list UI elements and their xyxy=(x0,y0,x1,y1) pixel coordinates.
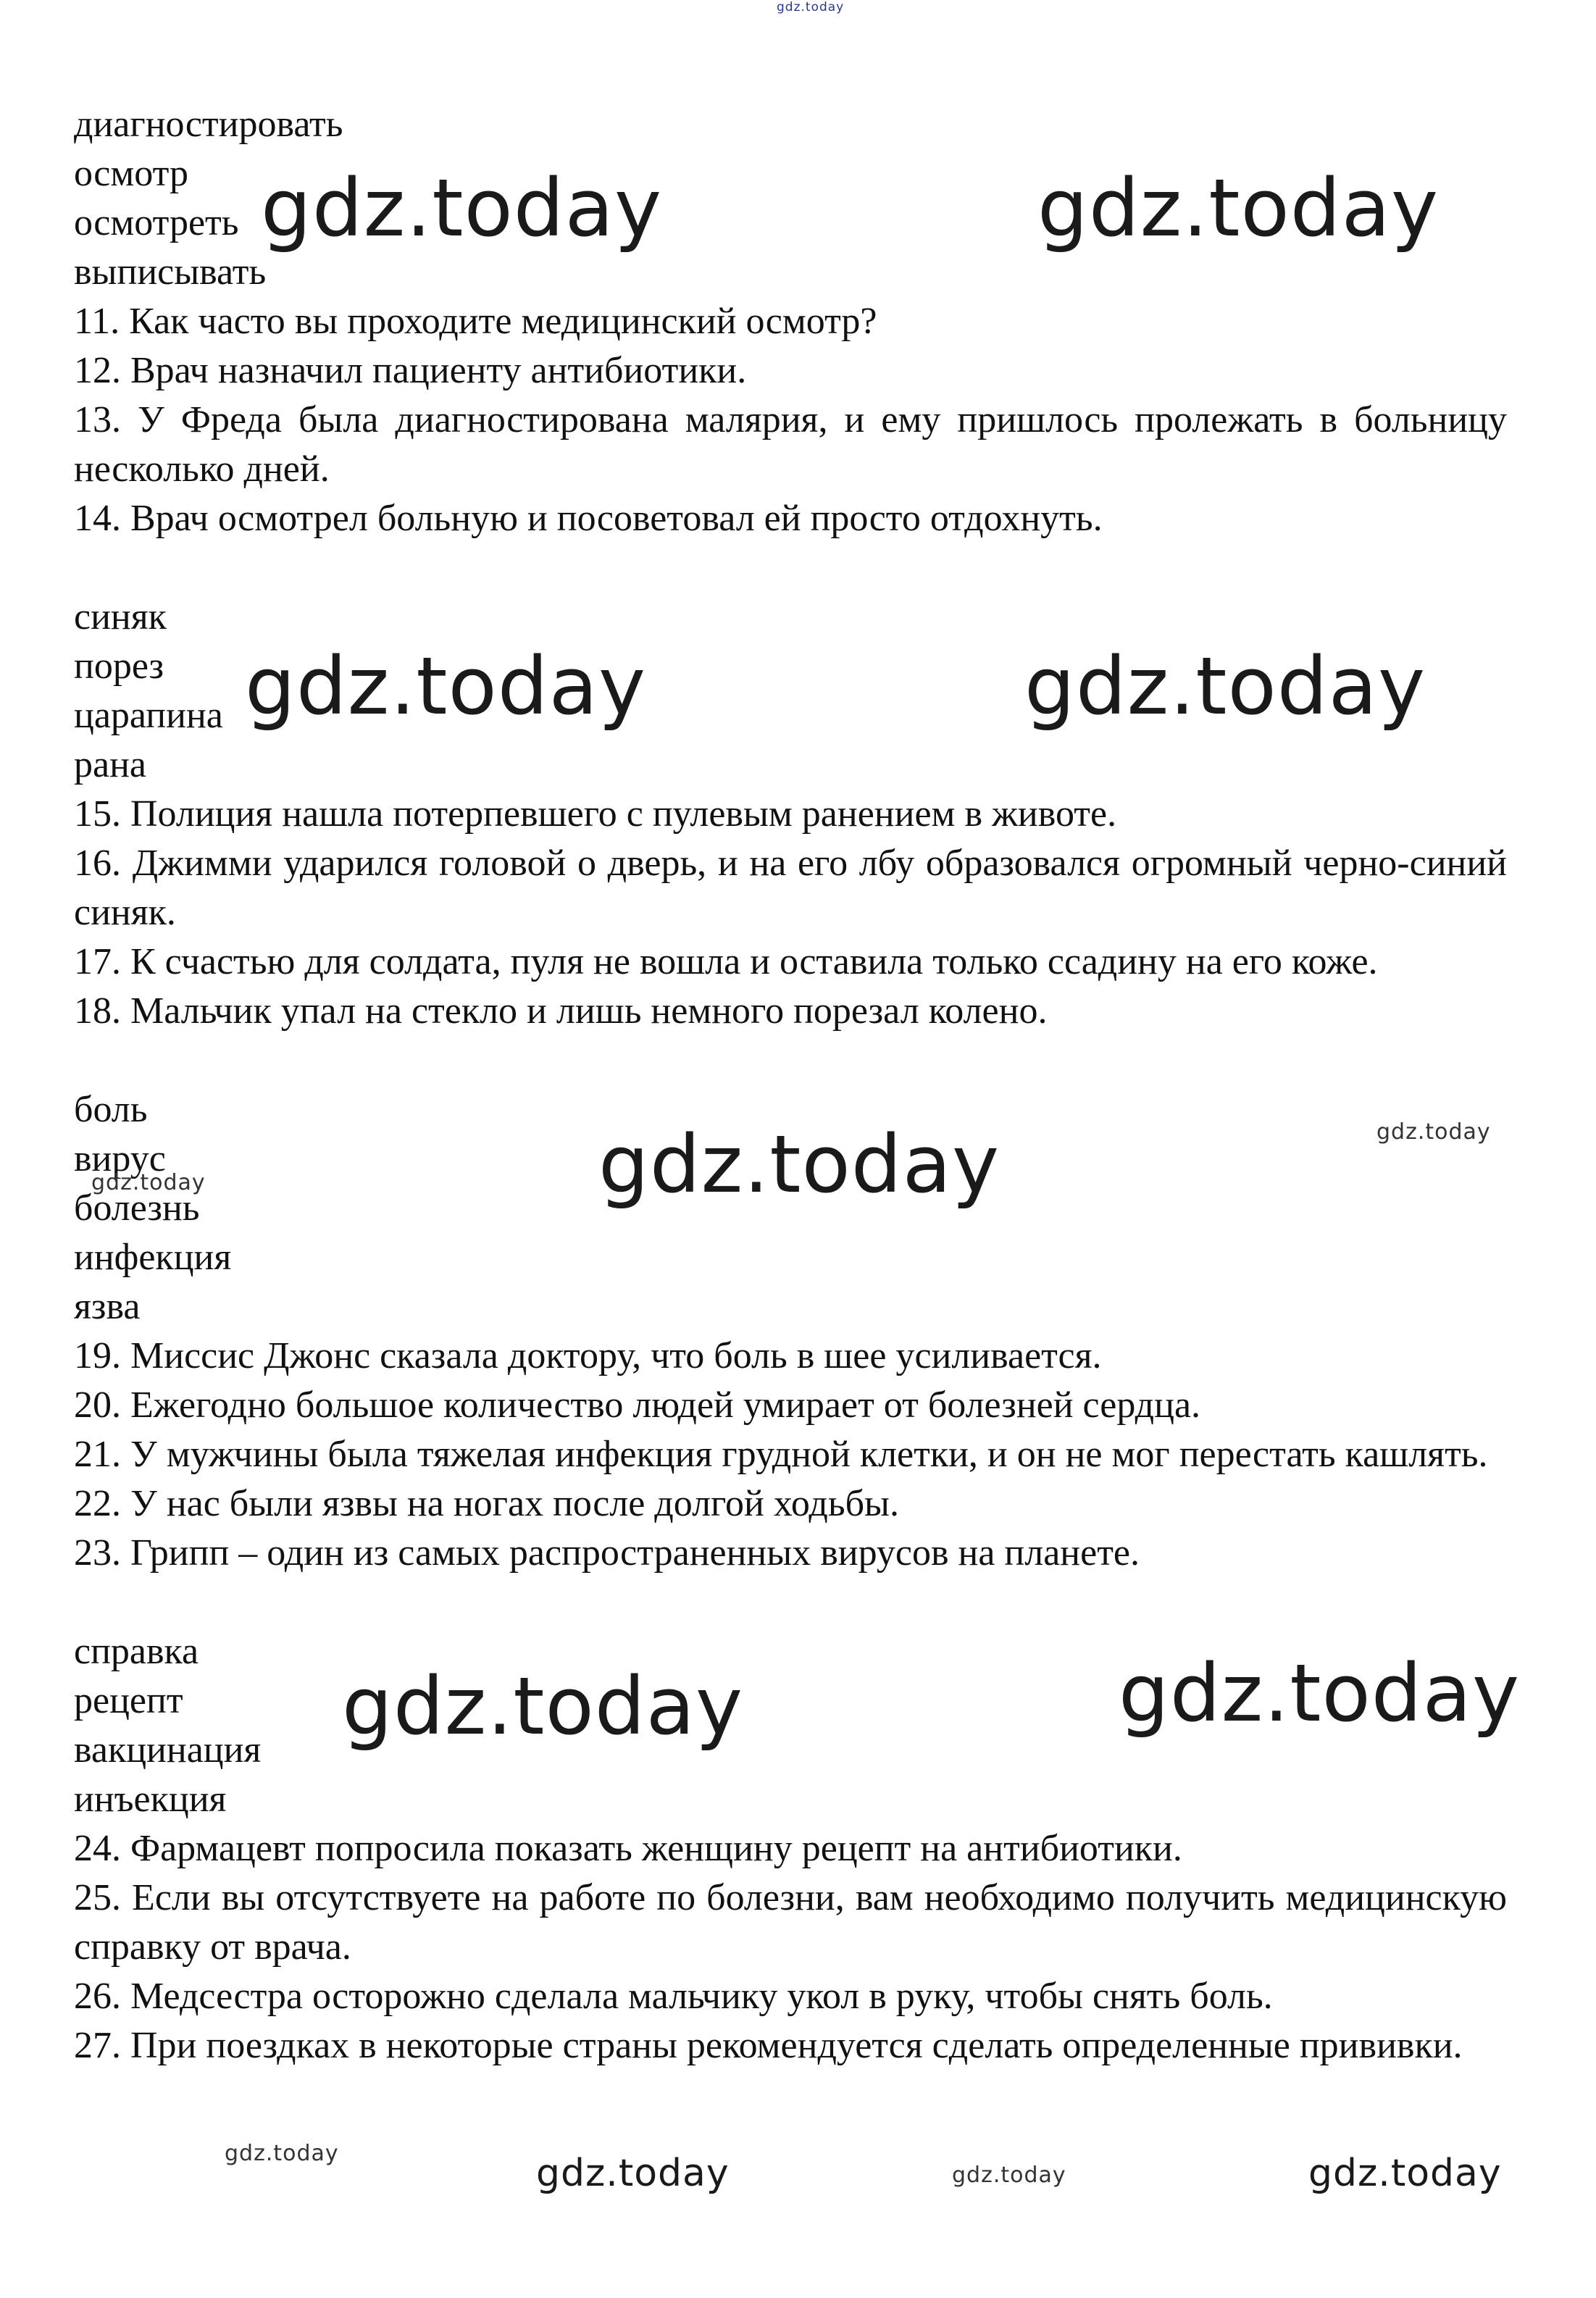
sentence: 14. Врач осмотрел больную и посоветовал ей просто отдохнуть. xyxy=(74,498,1103,539)
vocab-word: язва xyxy=(74,1286,141,1327)
sentence: 16. Джимми ударился головой о дверь, и на его лбу образовался огромный черно-синий синяк. xyxy=(74,843,1507,933)
watermark: gdz.today xyxy=(777,0,845,14)
vocab-word: выписывать xyxy=(74,251,267,293)
vocab-word: осмотр xyxy=(74,153,188,194)
sentence: 27. При поездках в некоторые страны рекомендуется сделать определенные прививки. xyxy=(74,2025,1463,2066)
sentence: 21. У мужчины была тяжелая инфекция грудной клетки, и он не мог перестать кашлять. xyxy=(74,1434,1488,1475)
sentence: 12. Врач назначил пациенту антибиотики. xyxy=(74,350,747,391)
watermark: gdz.today xyxy=(1119,1647,1521,1739)
watermark: gdz.today xyxy=(1308,2152,1502,2195)
vocab-word: инъекция xyxy=(74,1779,227,1820)
sentence: 25. Если вы отсутствуете на работе по болезни, вам необходимо получить медицинскую справку от врача. xyxy=(74,1877,1507,1968)
sentence: 24. Фармацевт попросила показать женщину рецепт на антибиотики. xyxy=(74,1828,1182,1869)
vocab-word: боль xyxy=(74,1089,148,1130)
sentence: 11. Как часто вы проходите медицинский осмотр? xyxy=(74,301,877,342)
vocab-word: справка xyxy=(74,1631,199,1672)
watermark: gdz.today xyxy=(261,162,663,254)
sentence: 19. Миссис Джонс сказала доктору, что боль в шее усиливается. xyxy=(74,1335,1102,1376)
vocab-word: вирус xyxy=(74,1138,166,1179)
watermark: gdz.today xyxy=(342,1660,744,1752)
section-gap xyxy=(74,1036,1507,1085)
sentence: 13. У Фреда была диагностирована малярия, и ему пришлось пролежать в больницу несколько дней. xyxy=(74,399,1507,490)
watermark: gdz.today xyxy=(1024,640,1426,732)
vocab-word: рана xyxy=(74,744,146,785)
sentence: 17. К счастью для солдата, пуля не вошла и оставила только ссадину на его коже. xyxy=(74,941,1378,982)
vocab-word: болезнь xyxy=(74,1187,200,1229)
watermark: gdz.today xyxy=(225,2141,339,2166)
section-gap xyxy=(74,543,1507,593)
sentence: 22. У нас были язвы на ногах после долгой ходьбы. xyxy=(74,1483,899,1524)
watermark: gdz.today xyxy=(1037,162,1440,254)
watermark: gdz.today xyxy=(1376,1119,1491,1145)
watermark: gdz.today xyxy=(245,640,647,732)
section-gap xyxy=(74,1578,1507,1627)
vocab-word: синяк xyxy=(74,596,167,638)
document-content xyxy=(74,100,1507,2071)
vocab-word: инфекция xyxy=(74,1237,232,1278)
sentence: 23. Грипп – один из самых распространенных вирусов на планете. xyxy=(74,1532,1140,1574)
sentence: 20. Ежегодно большое количество людей умирает от болезней сердца. xyxy=(74,1384,1201,1426)
watermark: gdz.today xyxy=(536,2152,730,2195)
vocab-word: вакцинация xyxy=(74,1729,262,1771)
vocab-word: осмотреть xyxy=(74,202,239,243)
watermark: gdz.today xyxy=(598,1118,1000,1211)
watermark: gdz.today xyxy=(952,2163,1066,2188)
sentence: 26. Медсестра осторожно сделала мальчику укол в руку, чтобы снять боль. xyxy=(74,1976,1273,2017)
vocab-word: царапина xyxy=(74,695,223,736)
vocab-word: порез xyxy=(74,645,164,687)
sentence: 15. Полиция нашла потерпевшего с пулевым ранением в животе. xyxy=(74,793,1117,835)
vocab-word: рецепт xyxy=(74,1680,183,1721)
watermark: gdz.today xyxy=(91,1170,206,1195)
sentence: 18. Мальчик упал на стекло и лишь немного порезал колено. xyxy=(74,990,1048,1032)
vocab-word: диагностировать xyxy=(74,104,343,145)
